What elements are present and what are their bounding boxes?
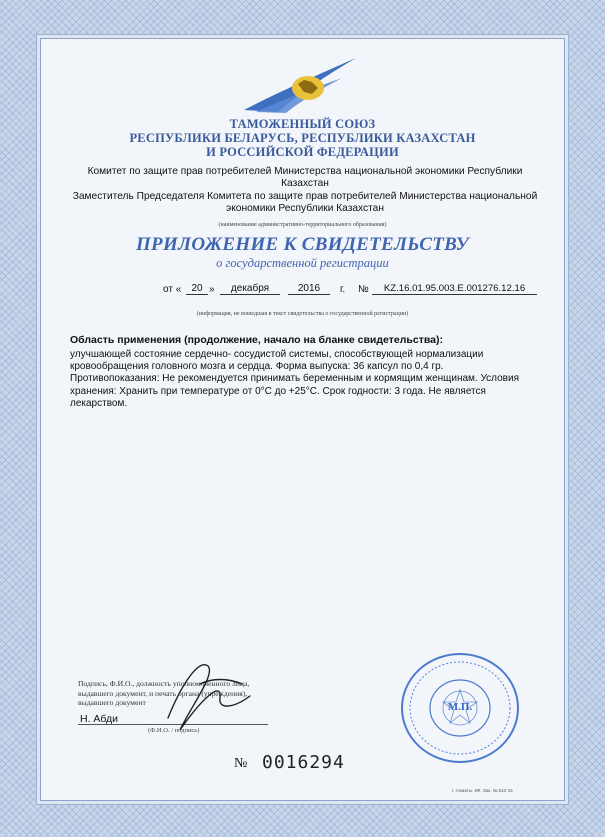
appendix-title: ПРИЛОЖЕНИЕ К СВИДЕТЕЛЬСТВУ bbox=[135, 234, 470, 255]
handwritten-signature-icon bbox=[150, 648, 270, 738]
date-day: 20 bbox=[186, 283, 208, 295]
committee-line-1: Комитет по защите прав потребителей Министерства национальной экономики Республики bbox=[87, 166, 523, 177]
info-caption: (информация, не вошедшая в текст свидетельства о государственной регистрации) bbox=[196, 311, 409, 317]
committee-line-2: Казахстан bbox=[281, 178, 329, 190]
content-line-3: Противопоказания: Не рекомендуется принимать беременным и кормящим женщинам. Условия bbox=[70, 373, 519, 385]
signature-caption-2: выдавшего документ, и печать органа (учреждения), bbox=[78, 688, 248, 698]
date-year-suffix: г. bbox=[340, 284, 346, 295]
serial-sign: № bbox=[234, 756, 248, 771]
signature-caption-1: Подпись, Ф.И.О., должность уполномоченного лица, bbox=[78, 679, 250, 688]
content-line-5: лекарством. bbox=[70, 397, 128, 409]
customs-union-emblem-icon bbox=[238, 52, 368, 114]
number-sign: № bbox=[358, 284, 369, 295]
content-line-1: улучшающей состояние сердечно- сосудистой системы, способствующей нормализации bbox=[70, 349, 484, 360]
content-line-4: хранения: Хранить при температуре от 0°С до +25°С. Срок годности: 3 года. Не является bbox=[70, 385, 486, 397]
signature-under-caption: (Ф.И.О. / подпись) bbox=[148, 727, 200, 734]
stamp-center-label: М.П. bbox=[447, 701, 473, 713]
date-close-quote: » bbox=[209, 284, 215, 295]
content-heading: Область применения (продолжение, начало на бланке свидетельства): bbox=[70, 334, 443, 346]
appendix-subtitle: о государственной регистрации bbox=[216, 256, 389, 270]
printer-note: г. Алматы, КФ, Зак. № 510-15 bbox=[452, 788, 513, 793]
signer-name: Н. Абди bbox=[80, 713, 118, 725]
serial-number: 0016294 bbox=[262, 752, 345, 773]
union-line-3: И РОССИЙСКОЙ ФЕДЕРАЦИИ bbox=[206, 145, 399, 159]
date-month: декабря bbox=[220, 283, 280, 295]
date-prefix: от « bbox=[163, 284, 182, 295]
signature-caption-3: выдавшего документ bbox=[78, 698, 146, 708]
date-year: 2016 bbox=[288, 283, 330, 295]
deputy-line-2: экономики Республики Казахстан bbox=[226, 203, 384, 215]
union-line-2: РЕСПУБЛИКИ БЕЛАРУСЬ, РЕСПУБЛИКИ КАЗАХСТАН bbox=[129, 131, 476, 145]
union-line-1: ТАМОЖЕННЫЙ СОЮЗ bbox=[229, 117, 376, 131]
deputy-line-1: Заместитель Председателя Комитета по защите прав потребителей Министерства национальной bbox=[72, 190, 538, 202]
admin-caption: (наименование административно-территориального образования) bbox=[218, 222, 387, 228]
registration-number: KZ.16.01.95.003.E.001276.12.16 bbox=[372, 283, 537, 295]
content-line-2: кровообращения головного мозга и сердца. Форма выпуска: 36 капсул по 0,4 гр. bbox=[70, 361, 444, 373]
